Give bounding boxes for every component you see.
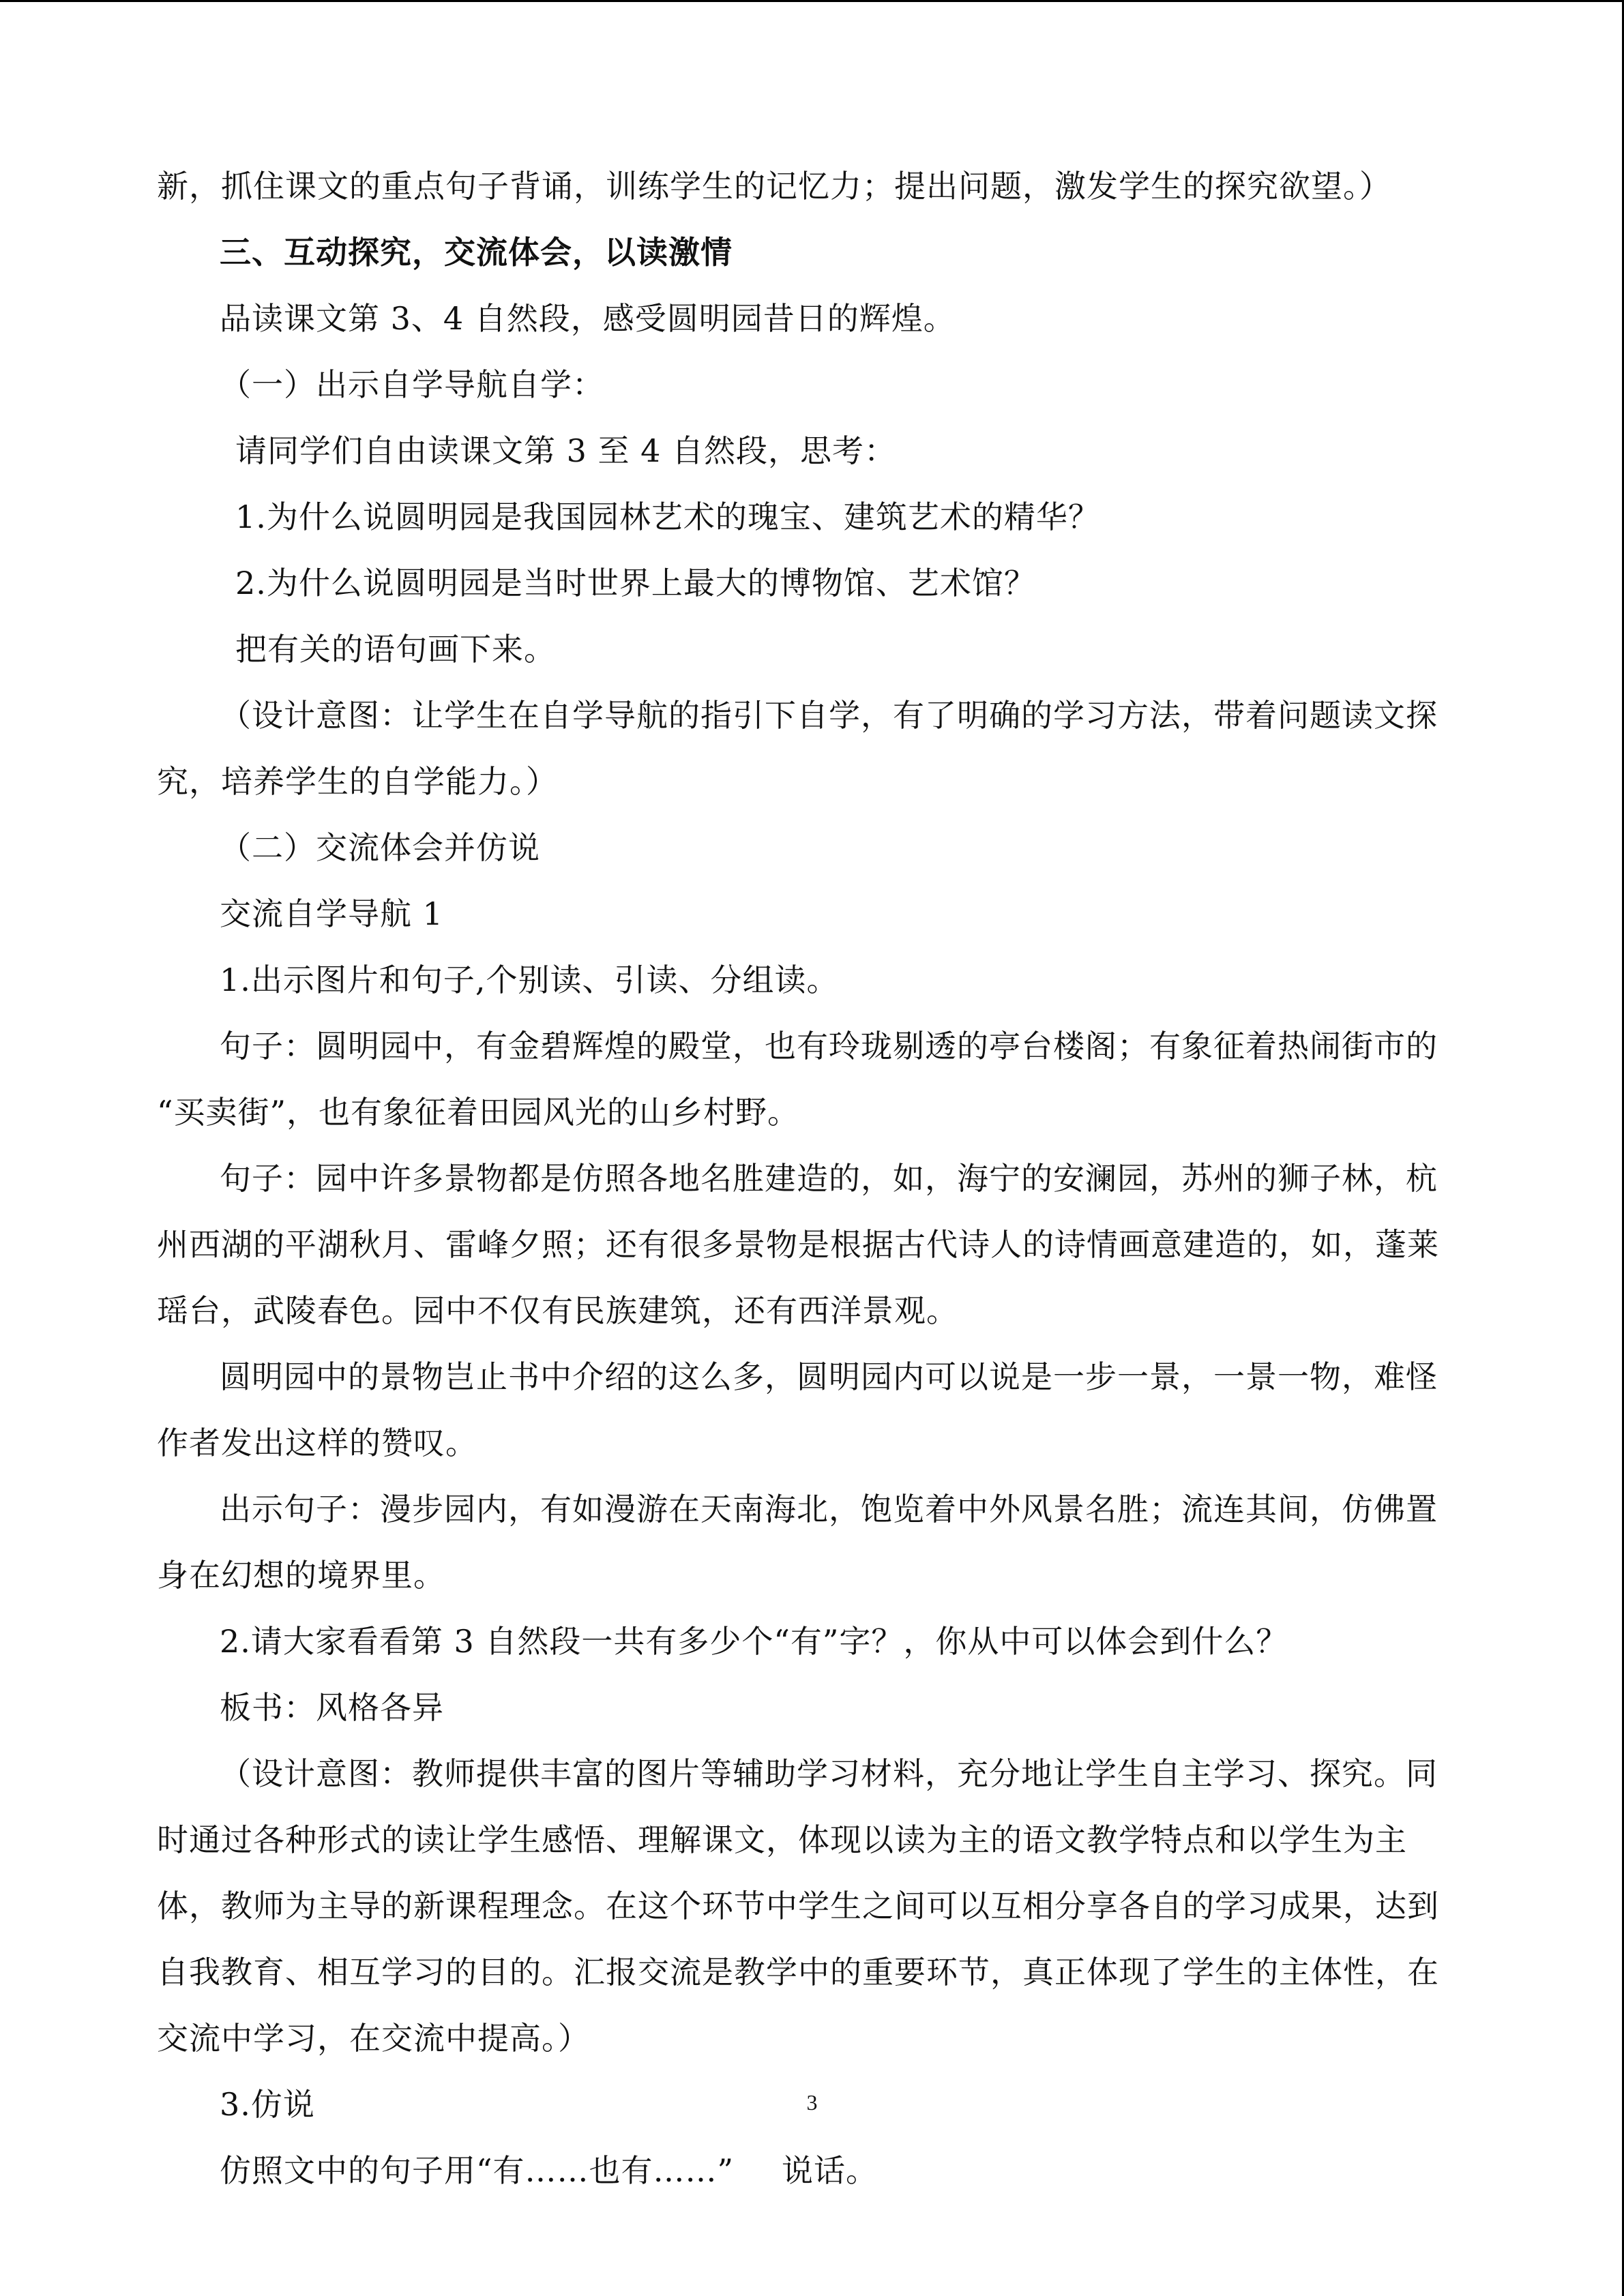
list-item: 2.为什么说圆明园是当时世界上最大的博物馆、艺术馆？ [235, 565, 1036, 601]
list-item: 3.仿说 [220, 2086, 315, 2123]
list-item: 1.为什么说圆明园是我国园林艺术的瑰宝、建筑艺术的精华？ [235, 498, 1100, 535]
imitation-prompt: 仿照文中的句子用“有……也有……” [220, 2152, 735, 2189]
page-border-top [0, 0, 1624, 2]
paragraph-line: 把有关的语句画下来。 [235, 631, 556, 668]
design-intent-line: （设计意图：让学生在自学导航的指引下自学，有了明确的学习方法，带着问题读文探 [220, 697, 1438, 734]
blackboard-note: 板书：风格各异 [220, 1689, 444, 1726]
paragraph-line: 圆明园中的景物岂止书中介绍的这么多，圆明园内可以说是一步一景，一景一物，难怪 [220, 1358, 1438, 1395]
paragraph-line: 新，抓住课文的重点句子背诵，训练学生的记忆力；提出问题，激发学生的探究欲望。） [157, 168, 1391, 205]
paragraph-line: 出示句子：漫步园内，有如漫游在天南海北，饱览着中外风景名胜；流连其间，仿佛置 [220, 1491, 1438, 1527]
design-intent-line: （设计意图：教师提供丰富的图片等辅助学习材料，充分地让学生自主学习、探究。同 [220, 1755, 1438, 1792]
paragraph-line: “买卖街”，也有象征着田园风光的山乡村野。 [157, 1094, 800, 1131]
paragraph-line: 请同学们自由读课文第 3 至 4 自然段，思考： [235, 432, 897, 469]
paragraph-line [157, 2138, 1468, 2204]
page-number: 3 [806, 2090, 818, 2115]
subsection-heading: （二）交流体会并仿说 [220, 829, 540, 866]
design-intent-line: 究，培养学生的自学能力。） [157, 763, 558, 800]
design-intent-line: 自我教育、相互学习的目的。汇报交流是教学中的重要环节，真正体现了学生的主体性，在 [157, 1954, 1439, 1991]
paragraph-line: 句子：园中许多景物都是仿照各地名胜建造的，如，海宁的安澜园，苏州的狮子林，杭 [220, 1160, 1438, 1197]
paragraph-line: 交流自学导航 1 [220, 895, 443, 932]
imitation-prompt-end: 说话。 [782, 2152, 879, 2189]
subsection-heading: （一）出示自学导航自学： [220, 366, 604, 403]
document-body [157, 153, 1468, 2204]
section-heading: 三、互动探究，交流体会，以读激情 [220, 234, 733, 271]
list-item: 2.请大家看看第 3 自然段一共有多少个“有”字？，你从中可以体会到什么？ [220, 1623, 1288, 1660]
paragraph-line: 句子：圆明园中，有金碧辉煌的殿堂，也有玲珑剔透的亭台楼阁；有象征着热闹街市的 [220, 1028, 1438, 1064]
list-item: 1.出示图片和句子,个别读、引读、分组读。 [220, 961, 839, 998]
paragraph-line: 州西湖的平湖秋月、雷峰夕照；还有很多景物是根据古代诗人的诗情画意建造的，如，蓬莱 [157, 1226, 1439, 1263]
paragraph-line: 瑶台，武陵春色。园中不仅有民族建筑，还有西洋景观。 [157, 1292, 958, 1329]
paragraph-line: 身在幻想的境界里。 [157, 1557, 445, 1594]
design-intent-line: 交流中学习，在交流中提高。） [157, 2020, 590, 2057]
design-intent-line: 体，教师为主导的新课程理念。在这个环节中学生之间可以互相分享各自的学习成果，达到 [157, 1888, 1439, 1924]
paragraph-line: 品读课文第 3、4 自然段，感受圆明园昔日的辉煌。 [220, 300, 956, 337]
design-intent-line: 时通过各种形式的读让学生感悟、理解课文，体现以读为主的语文教学特点和以学生为主 [157, 1821, 1407, 1858]
paragraph-line: 作者发出这样的赞叹。 [157, 1425, 477, 1461]
